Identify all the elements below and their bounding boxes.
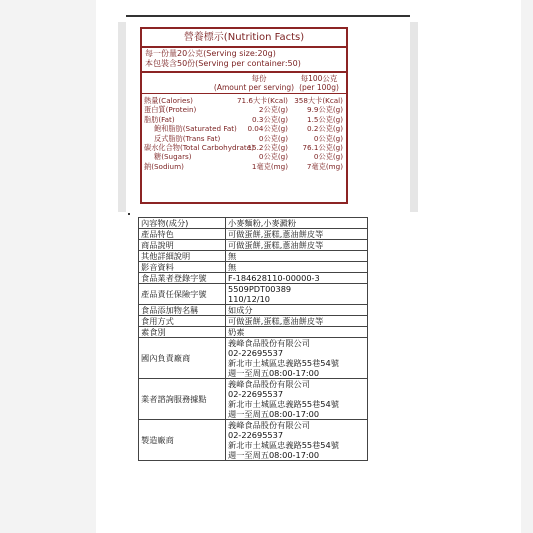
info-value-line: F-184628110-00000-3 bbox=[228, 273, 320, 283]
info-value-line: 可做蛋餅,蛋糕,蔥油餅皮等 bbox=[228, 316, 324, 326]
nutrition-row bbox=[142, 124, 346, 133]
nutrition-row bbox=[142, 105, 346, 114]
info-value-line: 02-22695537 bbox=[228, 348, 284, 358]
info-value-line: 無 bbox=[228, 262, 237, 272]
info-value-line: 新北市土城區忠義路55巷54號 bbox=[228, 440, 339, 450]
info-label: 其他詳細說明 bbox=[139, 251, 226, 262]
info-value bbox=[226, 262, 368, 273]
info-value bbox=[226, 240, 368, 251]
per-serving-value: 2公克(g) bbox=[258, 105, 288, 115]
info-value bbox=[226, 273, 368, 284]
info-value-line: 110/12/10 bbox=[228, 294, 270, 304]
nutrition-facts-panel bbox=[140, 27, 348, 204]
nutrition-title: 營養標示(Nutrition Facts) bbox=[142, 29, 346, 48]
info-row bbox=[139, 229, 368, 240]
info-label: 食用方式 bbox=[139, 316, 226, 327]
corner-mark bbox=[128, 213, 130, 215]
per-serving-value: 0公克(g) bbox=[258, 133, 288, 143]
info-label: 商品說明 bbox=[139, 240, 226, 251]
info-value-line: 新北市土城區忠義路55巷54號 bbox=[228, 358, 339, 368]
info-row bbox=[139, 327, 368, 338]
nutrition-row bbox=[142, 162, 346, 171]
nutrient-name: 熱量(Calories) bbox=[144, 96, 193, 105]
per-serving-value: 15.2公克(g) bbox=[247, 142, 288, 152]
nutrition-row bbox=[142, 96, 346, 105]
info-label: 食品添加物名稱 bbox=[139, 305, 226, 316]
nutrient-name: 脂肪(Fat) bbox=[144, 114, 175, 124]
product-info-table bbox=[138, 217, 368, 461]
info-value-line: 小麥麵粉,小麥澱粉 bbox=[228, 218, 297, 228]
col-per-100g: 每100公克 bbox=[300, 74, 338, 83]
per-100g-value: 9.9公克(g) bbox=[307, 105, 343, 115]
nutrient-name: 飽和脂肪(Saturated Fat) bbox=[154, 124, 237, 134]
per-100g-value: 0公克(g) bbox=[313, 133, 343, 143]
info-value bbox=[226, 284, 368, 305]
info-label: 製造廠商 bbox=[139, 420, 226, 461]
nutrition-column-header bbox=[142, 73, 346, 94]
info-value-line: 可做蛋餅,蛋糕,蔥油餅皮等 bbox=[228, 229, 324, 239]
info-value-line: 週一至周五08:00-17:00 bbox=[228, 450, 320, 460]
per-100g-value: 0公克(g) bbox=[313, 152, 343, 162]
info-row bbox=[139, 284, 368, 305]
info-value bbox=[226, 229, 368, 240]
servings-per-container: 本包裝含50份(Serving per container:50) bbox=[145, 59, 301, 68]
info-label: 食品業者登錄字號 bbox=[139, 273, 226, 284]
info-row bbox=[139, 379, 368, 420]
info-value-line: 5509PDT00389 bbox=[228, 284, 292, 294]
info-value bbox=[226, 218, 368, 229]
info-label: 產品特色 bbox=[139, 229, 226, 240]
info-label: 業者諮詢服務據點 bbox=[139, 379, 226, 420]
col-per-serving-en: (Amount per serving) bbox=[213, 83, 295, 92]
info-value bbox=[226, 316, 368, 327]
per-serving-value: 1毫克(mg) bbox=[251, 161, 288, 171]
info-row bbox=[139, 262, 368, 273]
right-shadow-strip bbox=[410, 22, 418, 212]
nutrient-name: 鈉(Sodium) bbox=[144, 161, 184, 171]
per-100g-value: 1.5公克(g) bbox=[307, 114, 343, 124]
info-value bbox=[226, 327, 368, 338]
info-value bbox=[226, 379, 368, 420]
info-row bbox=[139, 316, 368, 327]
per-100g-value: 76.1公克(g) bbox=[302, 142, 343, 152]
info-value-line: 無 bbox=[228, 251, 237, 261]
nutrient-name: 碳水化合物(Total Carbohydrate) bbox=[144, 142, 254, 152]
info-value-line: 02-22695537 bbox=[228, 430, 284, 440]
info-row bbox=[139, 338, 368, 379]
info-row bbox=[139, 420, 368, 461]
info-value-line: 可做蛋餅,蛋糕,蔥油餅皮等 bbox=[228, 240, 324, 250]
info-label: 素食別 bbox=[139, 327, 226, 338]
per-serving-value: 0.04公克(g) bbox=[247, 124, 288, 134]
info-value bbox=[226, 251, 368, 262]
info-value-line: 週一至周五08:00-17:00 bbox=[228, 368, 320, 378]
nutrition-row bbox=[142, 143, 346, 152]
nutrition-row bbox=[142, 134, 346, 143]
info-label: 影音資料 bbox=[139, 262, 226, 273]
info-value bbox=[226, 420, 368, 461]
serving-size: 每一份量20公克(Serving size:20g) bbox=[145, 49, 276, 58]
info-row bbox=[139, 305, 368, 316]
per-100g-value: 358大卡(Kcal) bbox=[294, 96, 343, 105]
info-row bbox=[139, 240, 368, 251]
info-label: 內容物(成分) bbox=[139, 218, 226, 229]
info-value-line: 新北市土城區忠義路55巷54號 bbox=[228, 399, 339, 409]
nutrient-name: 糖(Sugars) bbox=[154, 152, 192, 162]
per-serving-value: 0.3公克(g) bbox=[252, 114, 288, 124]
info-value-line: 奶素 bbox=[228, 327, 245, 337]
col-per-serving: 每份 bbox=[251, 74, 267, 83]
top-border-line bbox=[126, 15, 410, 17]
left-shadow-strip bbox=[118, 22, 126, 212]
info-value-line: 如成分 bbox=[228, 305, 253, 315]
per-serving-value: 71.6大卡(Kcal) bbox=[236, 96, 288, 105]
per-100g-value: 0.2公克(g) bbox=[307, 124, 343, 134]
info-value-line: 02-22695537 bbox=[228, 389, 284, 399]
per-100g-value: 7毫克(mg) bbox=[306, 161, 343, 171]
nutrition-row bbox=[142, 152, 346, 161]
info-value-line: 義峰食品股份有限公司 bbox=[228, 338, 310, 348]
per-serving-value: 0公克(g) bbox=[258, 152, 288, 162]
info-row bbox=[139, 273, 368, 284]
nutrition-rows bbox=[142, 94, 346, 171]
info-value bbox=[226, 338, 368, 379]
nutrient-name: 反式脂肪(Trans Fat) bbox=[154, 133, 221, 143]
info-value-line: 週一至周五08:00-17:00 bbox=[228, 409, 320, 419]
col-per-100g-en: (per 100g) bbox=[299, 83, 339, 92]
info-label: 產品責任保險字號 bbox=[139, 284, 226, 305]
nutrition-row bbox=[142, 115, 346, 124]
info-row bbox=[139, 251, 368, 262]
info-row bbox=[139, 218, 368, 229]
serving-info bbox=[142, 48, 346, 73]
info-value-line: 義峰食品股份有限公司 bbox=[228, 420, 310, 430]
info-label: 國內負責廠商 bbox=[139, 338, 226, 379]
info-value bbox=[226, 305, 368, 316]
nutrient-name: 蛋白質(Protein) bbox=[144, 105, 197, 115]
info-value-line: 義峰食品股份有限公司 bbox=[228, 379, 310, 389]
